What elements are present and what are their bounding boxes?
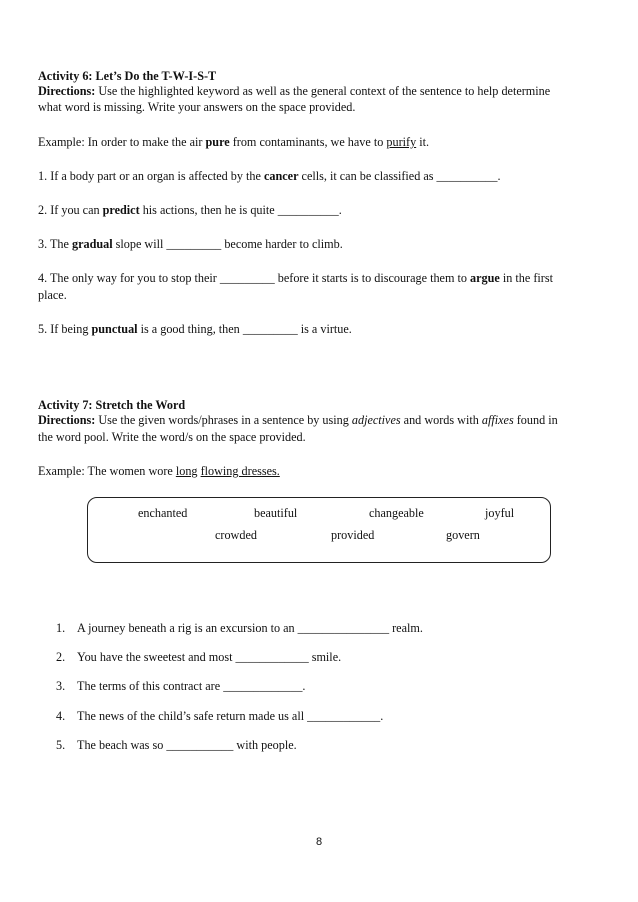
activity7-example xyxy=(38,464,280,479)
word-pool-item: provided xyxy=(331,528,375,542)
activity6-item-5 xyxy=(38,322,352,337)
activity6-directions xyxy=(38,84,550,99)
item-text: 2. If you can xyxy=(38,203,103,217)
activity6-item-4 xyxy=(38,271,553,286)
item-number: 1. xyxy=(56,621,66,635)
activity7-title: Activity 7: Stretch the Word xyxy=(38,398,186,412)
item-text: The terms of this contract are _____________. xyxy=(77,679,306,693)
example-keyword: pure xyxy=(205,135,230,149)
item-number: 5. xyxy=(56,738,66,752)
item-keyword: gradual xyxy=(71,237,113,251)
example-word: long xyxy=(175,464,198,478)
activity7-directions-line2: the word pool. Write the word/s on the space provided. xyxy=(38,430,306,444)
word-pool-item: crowded xyxy=(215,528,257,542)
item-number: 2. xyxy=(56,650,66,664)
item-number: 4. xyxy=(56,709,66,723)
item-text: 3. The xyxy=(38,237,72,251)
activity6-title: Activity 6: Let’s Do the T-W-I-S-T xyxy=(38,69,217,83)
activity6-item-1 xyxy=(38,169,501,184)
directions-emphasis: adjectives xyxy=(351,413,401,427)
word-pool-item: govern xyxy=(446,528,480,542)
activity6-example xyxy=(38,135,429,150)
item-keyword: cancer xyxy=(263,169,299,183)
activity6-item-4-line2: place. xyxy=(38,288,67,302)
example-text: from contaminants, we have to xyxy=(229,135,387,149)
item-text: 4. The only way for you to stop their _________ before it starts is to discourage them to xyxy=(38,271,471,285)
directions-text: found in xyxy=(513,413,558,427)
directions-text: Use the given words/phrases in a sentence by using xyxy=(95,413,352,427)
item-text: You have the sweetest and most ____________ smile. xyxy=(77,650,342,664)
item-keyword: argue xyxy=(470,271,500,285)
directions-text: and words with xyxy=(400,413,482,427)
item-text: The beach was so ___________ with people. xyxy=(77,738,297,752)
word-pool-item: beautiful xyxy=(254,506,298,520)
activity7-directions xyxy=(38,413,558,428)
page-number: 8 xyxy=(315,836,323,848)
item-keyword: punctual xyxy=(91,322,138,336)
item-text: slope will _________ become harder to climb. xyxy=(112,237,343,251)
directions-emphasis: affixes xyxy=(481,413,514,427)
item-text: is a good thing, then _________ is a virtue. xyxy=(137,322,352,336)
activity6-item-2 xyxy=(38,203,342,218)
example-word: flowing dresses. xyxy=(200,464,280,478)
example-text: Example: In order to make the air xyxy=(38,135,206,149)
directions-label: Directions: xyxy=(38,413,96,427)
item-text: in the first xyxy=(499,271,553,285)
word-pool-item: changeable xyxy=(369,506,424,520)
item-text: The news of the child’s safe return made us all ____________. xyxy=(77,709,384,723)
example-answer: purify xyxy=(386,135,417,149)
word-pool-item: joyful xyxy=(485,506,515,520)
item-text: 5. If being xyxy=(38,322,92,336)
item-text: 1. If a body part or an organ is affected by the xyxy=(38,169,264,183)
item-text: his actions, then he is quite __________. xyxy=(139,203,342,217)
example-text: it. xyxy=(416,135,430,149)
item-keyword: predict xyxy=(102,203,140,217)
directions-label: Directions: xyxy=(38,84,96,98)
activity6-item-3 xyxy=(38,237,343,252)
activity6-directions-line2: what word is missing. Write your answers on the space provided. xyxy=(38,100,356,114)
example-text: Example: The women wore xyxy=(38,464,176,478)
item-number: 3. xyxy=(56,679,66,693)
item-text: A journey beneath a rig is an excursion to an _______________ realm. xyxy=(77,621,423,635)
item-text: cells, it can be classified as __________. xyxy=(298,169,501,183)
word-pool-item: enchanted xyxy=(138,506,188,520)
directions-text: Use the highlighted keyword as well as the general context of the sentence to help determine xyxy=(95,84,551,98)
word-pool-box xyxy=(87,497,551,563)
